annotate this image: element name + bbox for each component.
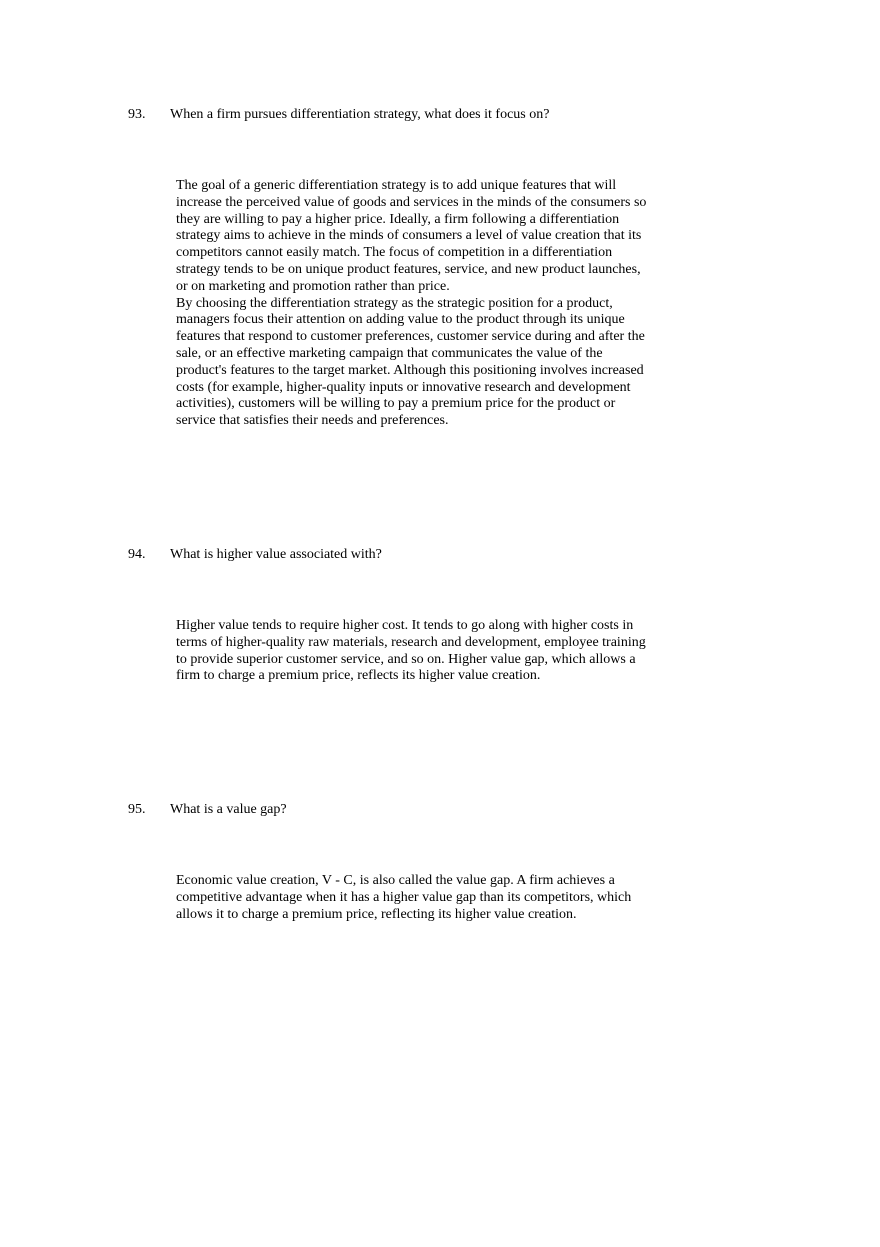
question-number: 94.	[128, 547, 146, 562]
question-text: What is a value gap?	[170, 802, 287, 817]
question-text: When a firm pursues differentiation strategy, what does it focus on?	[170, 107, 550, 122]
answer-93	[176, 178, 654, 430]
answer-paragraph: The goal of a generic differentiation strategy is to add unique features that will increase the perceived value of goods and services in the minds of the consumers so they are willing to pay a higher price. Ideally, a firm following a differentiation strategy aims to achieve in the minds of consumers a level of value creation that its competitors cannot easily match. The focus of competition in a differentiation strategy tends to be on unique product features, service, and new product launches, or on marketing and promotion rather than price.	[176, 178, 647, 294]
answer-paragraph: By choosing the differentiation strategy as the strategic position for a product, managers focus their attention on adding value to the product through its unique features that respond to customer preferences, customer service during and after the sale, or an effective marketing campaign that communicates the value of the product's features to the target market. Although this positioning involves increased costs (for example, higher-quality inputs or innovative research and development activities), customers will be willing to pay a premium price for the product or service that satisfies their needs and preferences.	[176, 295, 645, 429]
question-number: 95.	[128, 802, 146, 817]
question-text: What is higher value associated with?	[170, 547, 382, 562]
answer-95	[176, 873, 654, 923]
answer-94	[176, 618, 654, 685]
answer-paragraph: Higher value tends to require higher cost. It tends to go along with higher costs in terms of higher-quality raw materials, research and development, employee training to provide superior customer service, and so on. Higher value gap, which allows a firm to charge a premium price, reflects its higher value creation.	[176, 618, 646, 684]
answer-paragraph: Economic value creation, V - C, is also called the value gap. A firm achieves a competitive advantage when it has a higher value gap than its competitors, which allows it to charge a premium price, reflecting its higher value creation.	[176, 873, 632, 922]
question-number: 93.	[128, 107, 146, 122]
